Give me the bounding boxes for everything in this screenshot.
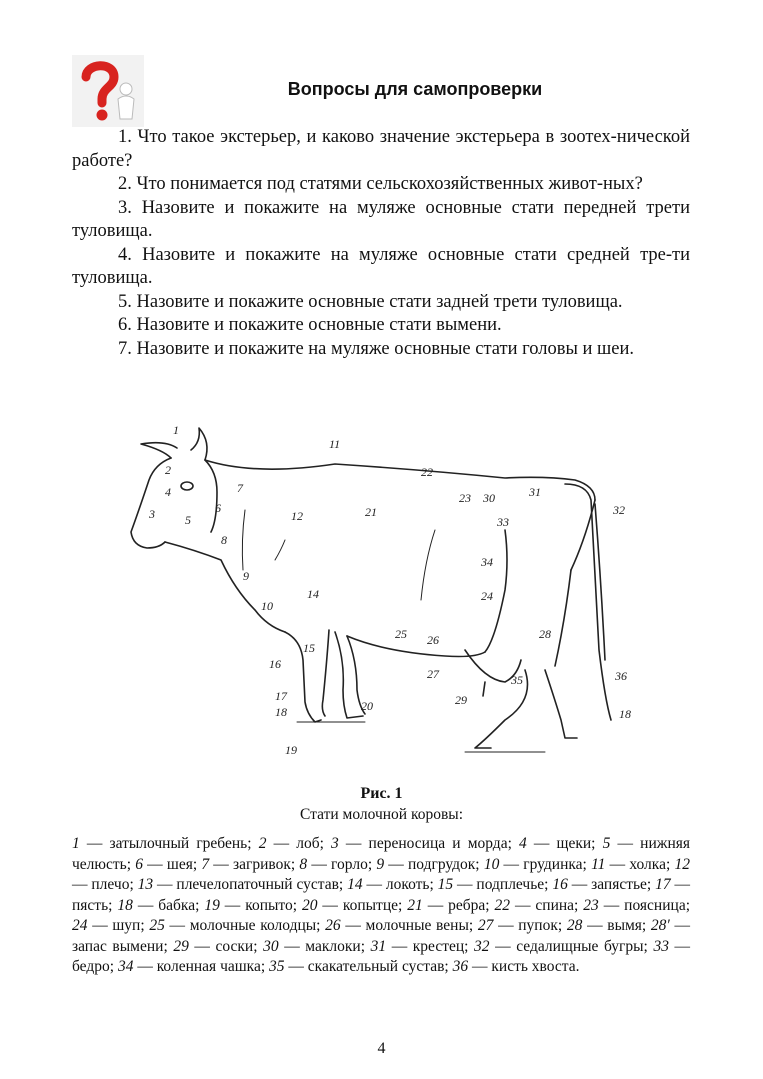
- legend-entry: [478, 917, 567, 934]
- figure-label: 3: [149, 507, 155, 521]
- legend-text: — молочные колодцы;: [164, 917, 326, 934]
- cow-diagram: [125, 420, 640, 760]
- figure-labels: [148, 423, 631, 757]
- legend-entry: [453, 958, 580, 975]
- figure-legend: [72, 834, 690, 978]
- legend-number: 7: [201, 855, 210, 873]
- legend-number: 18: [117, 896, 133, 914]
- legend-entry: [299, 856, 376, 873]
- figure-label: 9: [243, 569, 249, 583]
- legend-entry: [519, 835, 603, 852]
- figure-label: 25: [395, 627, 407, 641]
- legend-text: — затылочный гребень;: [79, 835, 259, 852]
- legend-text: — подплечье;: [453, 876, 553, 893]
- legend-text: — плечелопаточный сустав;: [153, 876, 348, 893]
- legend-number: 5: [602, 835, 611, 852]
- legend-number: 24: [72, 917, 88, 934]
- legend-entry: [376, 856, 484, 873]
- legend-text: — грудинка;: [499, 855, 592, 873]
- legend-number: 13: [137, 876, 154, 893]
- legend-number: 17: [655, 876, 671, 893]
- figure-caption-subtitle: Стати молочной коровы:: [300, 806, 463, 823]
- figure-label: 1: [173, 423, 179, 437]
- legend-text: — переносица и морда;: [338, 835, 520, 852]
- legend-number: 23: [583, 896, 599, 914]
- page-number: 4: [377, 1040, 386, 1057]
- figure-label: 24: [481, 589, 493, 603]
- legend-number: 36: [452, 958, 469, 975]
- legend-text: — щеки;: [526, 835, 603, 852]
- question-item: 3. Назовите и покажите на муляже основные стати передней трети туловища.: [72, 197, 690, 241]
- legend-entry: [591, 856, 674, 873]
- legend-entry: [407, 897, 494, 914]
- legend-text: — маклоки;: [278, 937, 371, 955]
- legend-entry: [331, 835, 519, 852]
- legend-entry: [484, 856, 591, 873]
- legend-entry: [567, 917, 651, 934]
- question-item: 7. Назовите и покажите на муляже основные стати головы и шеи.: [118, 338, 635, 359]
- figure-label: 32: [613, 503, 625, 517]
- figure-label: 33: [497, 515, 509, 529]
- figure-label: 29: [455, 693, 467, 707]
- figure-label: 35: [511, 673, 523, 687]
- legend-number: 26: [325, 917, 341, 934]
- figure-label: 18: [619, 707, 631, 721]
- legend-number: 8: [299, 855, 308, 873]
- legend-text: — пясть;: [72, 876, 690, 914]
- question-item: 2. Что понимается под статями сельскохозяйственных живот-ных?: [118, 174, 643, 194]
- legend-text: — плечо;: [72, 876, 138, 893]
- figure-label: 8: [221, 533, 227, 547]
- legend-number: 27: [477, 917, 494, 934]
- legend-entry: [204, 897, 302, 914]
- legend-text: — пупок;: [493, 917, 567, 934]
- legend-text: — молочные вены;: [340, 917, 478, 934]
- legend-number: 34: [117, 958, 134, 975]
- legend-text: — ребра;: [422, 896, 495, 914]
- legend-number: 29: [173, 937, 189, 955]
- legend-text: — загривок;: [209, 855, 300, 873]
- legend-entry: [138, 876, 347, 893]
- legend-entry: [474, 938, 653, 955]
- question-item: 6. Назовите и покажите основные стати вымени.: [118, 315, 502, 335]
- figure-label: 2: [165, 463, 171, 477]
- question-item: 1. Что такое экстерьер, и каково значение экстерьера в зоотех-нической работе?: [72, 127, 690, 171]
- questions-list: [72, 126, 690, 361]
- legend-number: 15: [437, 876, 454, 893]
- legend-text: — поясница;: [598, 896, 690, 914]
- legend-entry: [269, 958, 453, 975]
- legend-number: 1: [72, 835, 80, 852]
- legend-number: 9: [376, 855, 385, 873]
- figure-label: 22: [421, 465, 433, 479]
- legend-text: — бабка;: [132, 896, 205, 914]
- legend-number: 30: [263, 937, 279, 955]
- legend-entry: [72, 835, 259, 852]
- figure-label: 18: [275, 705, 287, 719]
- legend-text: — запас вымени;: [72, 917, 690, 955]
- legend-number: 14: [347, 876, 363, 893]
- figure-label: 4: [165, 485, 171, 499]
- legend-number: 33: [653, 937, 669, 955]
- legend-text: — коленная чашка;: [133, 958, 270, 975]
- legend-number: 25: [149, 917, 165, 934]
- legend-number: 22: [494, 896, 511, 914]
- legend-entry: [173, 938, 263, 955]
- figure-label: 36: [615, 669, 627, 683]
- legend-text: — седалищные бугры;: [489, 937, 654, 955]
- legend-number: 21: [407, 896, 423, 914]
- legend-number: 6: [135, 855, 143, 873]
- figure-label: 12: [291, 509, 303, 523]
- figure-label: 31: [529, 485, 541, 499]
- question-item: 5. Назовите и покажите основные стати задней трети туловища.: [118, 291, 623, 312]
- legend-number: 28′: [650, 917, 670, 934]
- legend-text: — шея;: [142, 855, 202, 873]
- legend-text: — крестец;: [386, 937, 475, 955]
- figure-label: 7: [237, 481, 243, 495]
- figure-label: 28: [539, 627, 551, 641]
- legend-number: 12: [674, 855, 690, 873]
- figure-label: 20: [361, 699, 373, 713]
- legend-number: 31: [370, 937, 387, 955]
- figure-label: 34: [481, 555, 493, 569]
- legend-text: — вымя;: [582, 917, 651, 934]
- legend-text: — запястье;: [567, 876, 656, 893]
- legend-number: 4: [519, 835, 527, 852]
- legend-entry: [438, 876, 553, 893]
- figure-label: 6: [215, 501, 221, 515]
- legend-entry: [583, 897, 690, 914]
- question-item: 4. Назовите и покажите на муляже основные стати средней тре-ти туловища.: [72, 244, 690, 288]
- page-title: Вопросы для самопроверки: [287, 79, 543, 99]
- legend-entry: [72, 917, 149, 934]
- legend-text: — кисть хвоста.: [468, 958, 580, 975]
- legend-number: 19: [204, 896, 220, 914]
- legend-entry: [201, 856, 299, 873]
- legend-text: — копытце;: [317, 896, 408, 914]
- legend-number: 11: [591, 855, 606, 873]
- legend-entry: [552, 876, 655, 893]
- legend-text: — шуп;: [87, 917, 150, 934]
- figure-label: 27: [427, 667, 439, 681]
- legend-entry: [495, 897, 584, 914]
- legend-number: 10: [483, 855, 500, 873]
- legend-text: — локоть;: [362, 876, 438, 893]
- figure-label: 16: [269, 657, 281, 671]
- legend-entry: [118, 958, 269, 975]
- legend-text: — нижняя челюсть;: [72, 835, 690, 873]
- legend-entry: [149, 917, 325, 934]
- legend-entry: [117, 897, 204, 914]
- figure-label: 11: [329, 437, 341, 451]
- legend-text: — копыто;: [219, 896, 302, 914]
- figure-label: 10: [261, 599, 273, 613]
- figure-label: 21: [365, 505, 377, 519]
- legend-entry: [259, 835, 331, 852]
- legend-entry: [302, 897, 407, 914]
- legend-text: — подгрудок;: [384, 855, 484, 873]
- legend-number: 2: [258, 835, 267, 852]
- figure-label: 17: [275, 689, 287, 703]
- legend-text: — бедро;: [72, 937, 691, 975]
- legend-entry: [347, 876, 438, 893]
- figure-label: 23: [459, 491, 471, 505]
- figure-label: 19: [285, 743, 297, 757]
- legend-entry: [135, 856, 201, 873]
- legend-text: — лоб;: [266, 835, 332, 852]
- figure-label: 26: [427, 633, 439, 647]
- legend-number: 28: [566, 917, 583, 934]
- legend-number: 32: [474, 937, 490, 955]
- figure-label: 5: [185, 513, 191, 527]
- legend-text: — спина;: [510, 896, 584, 914]
- legend-number: 20: [301, 896, 318, 914]
- figure-label: 14: [307, 587, 319, 601]
- legend-number: 3: [331, 835, 339, 852]
- legend-text: — холка;: [605, 855, 675, 873]
- figure-label: 30: [483, 491, 495, 505]
- legend-text: — соски;: [188, 937, 264, 955]
- legend-entry: [263, 938, 370, 955]
- figure-label: 15: [303, 641, 315, 655]
- legend-text: — скакательный сустав;: [284, 958, 453, 975]
- legend-entry: [325, 917, 478, 934]
- question-person-icon: [72, 55, 144, 127]
- legend-number: 16: [552, 876, 568, 893]
- figure-caption-title: Рис. 1: [360, 785, 403, 802]
- legend-entry: [371, 938, 474, 955]
- legend-text: — горло;: [307, 855, 377, 873]
- legend-number: 35: [269, 958, 285, 975]
